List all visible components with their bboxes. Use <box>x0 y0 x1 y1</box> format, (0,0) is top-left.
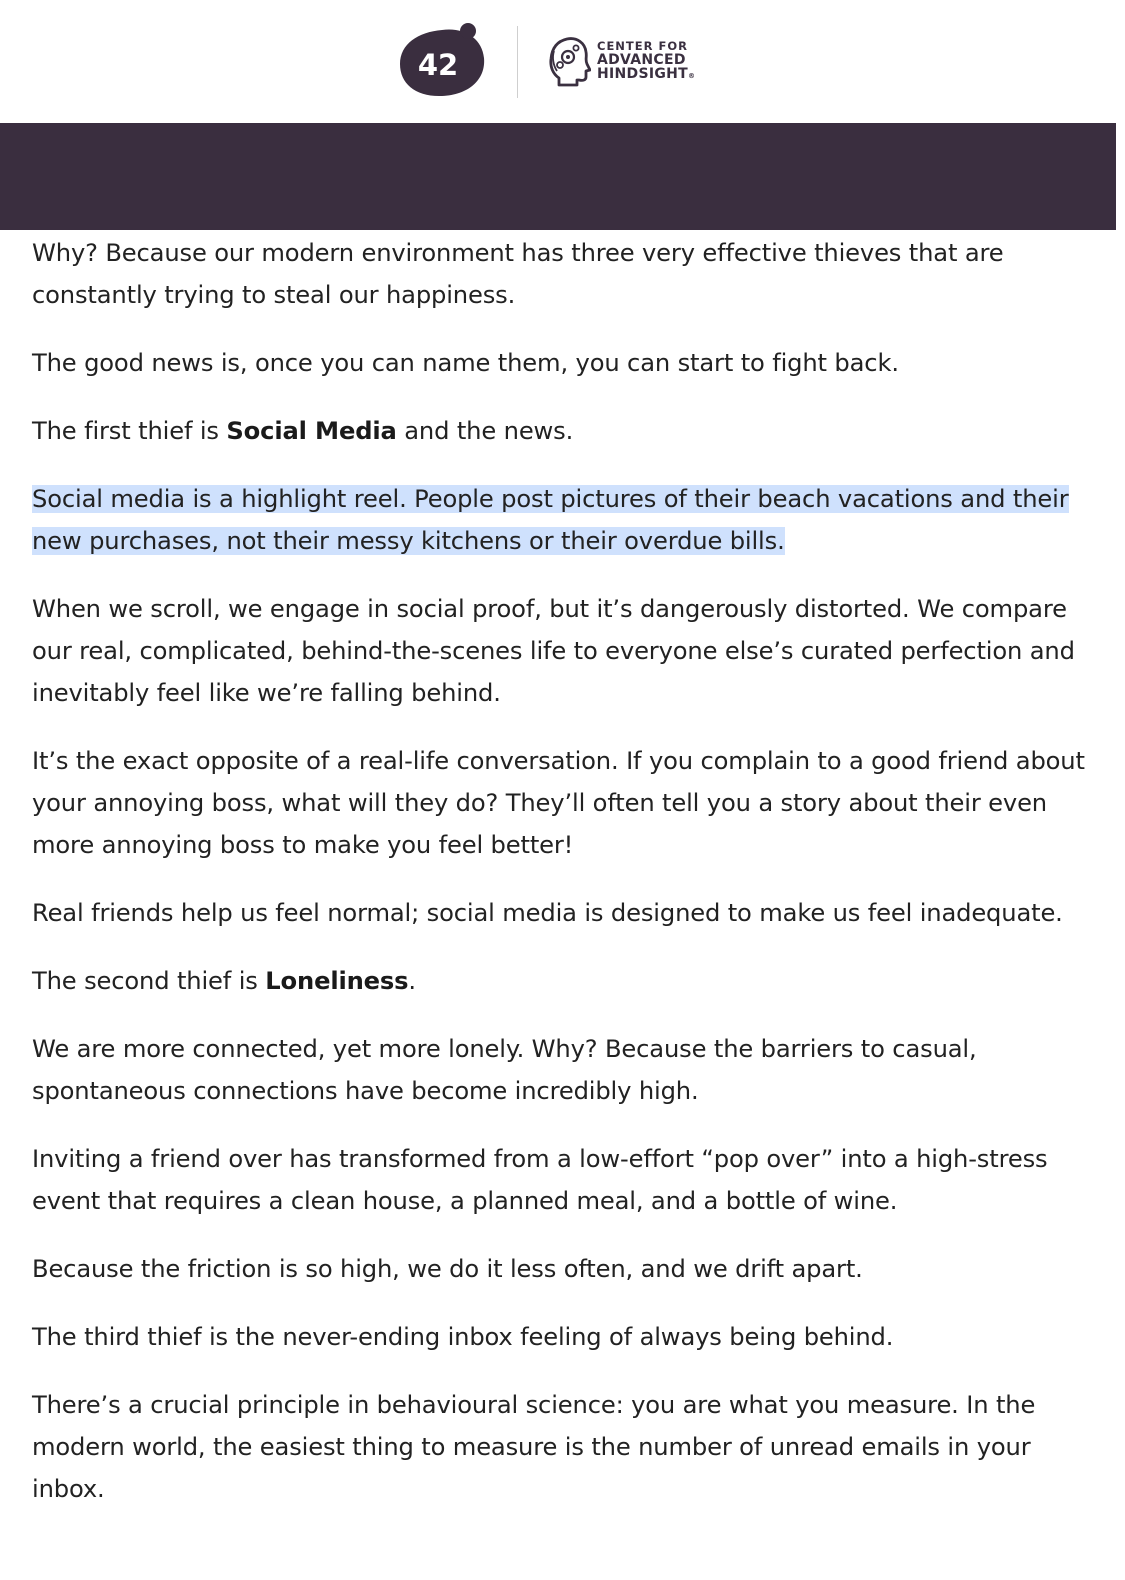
paragraph-8 <box>32 960 1102 1002</box>
paragraph-2: The good news is, once you can name them, you can start to fight back. <box>32 349 899 377</box>
article-body <box>32 232 1102 1536</box>
paragraph-12: The third thief is the never-ending inbox feeling of always being behind. <box>32 1323 894 1351</box>
paragraph-9: We are more connected, yet more lonely. Why? Because the barriers to casual, spontaneous connections have become incredibly high. <box>32 1035 977 1105</box>
logo-line-1: CENTER FOR <box>597 39 688 53</box>
paragraph-13: There’s a crucial principle in behavioural science: you are what you measure. In the modern world, the easiest thing to measure is the number of unread emails in your inbox. <box>32 1391 1036 1503</box>
paragraph-6: It’s the exact opposite of a real-life conversation. If you complain to a good friend about your annoying boss, what will they do? They’ll often tell you a story about their even more annoying boss to make you feel better! <box>32 747 1085 859</box>
paragraph-7: Real friends help us feel normal; social media is designed to make us feel inadequate. <box>32 899 1063 927</box>
logo-42-icon <box>398 22 490 98</box>
paragraph-3-tail: and the news. <box>396 417 574 445</box>
paragraph-5: When we scroll, we engage in social proof, but it’s dangerously distorted. We compare our real, complicated, behind-the-scenes life to everyone else’s curated perfection and inevitably feel like we’re falling behind. <box>32 595 1075 707</box>
paragraph-1: Why? Because our modern environment has three very effective thieves that are constantly trying to steal our happiness. <box>32 239 1004 309</box>
paragraph-8-tail: . <box>408 967 416 995</box>
thief-social-media: Social Media <box>226 417 397 445</box>
head-profile-icon <box>547 35 591 87</box>
logo-42-text: 42 <box>417 48 459 82</box>
paragraph-3 <box>32 410 1102 452</box>
site-header <box>0 0 1125 123</box>
paragraph-11: Because the friction is so high, we do it less often, and we drift apart. <box>32 1255 863 1283</box>
paragraph-3-lead: The first thief is <box>32 417 227 445</box>
paragraph-8-lead: The second thief is <box>32 967 266 995</box>
paragraph-4-selected <box>32 478 1102 562</box>
logo-divider <box>517 26 518 98</box>
hero-banner <box>0 123 1116 230</box>
registered-mark: ® <box>688 72 696 80</box>
logo-line-3 <box>597 67 695 83</box>
thief-loneliness: Loneliness <box>265 967 409 995</box>
center-for-advanced-hindsight-logo[interactable] <box>547 35 695 87</box>
logo-line-3-text: HINDSIGHT <box>597 66 689 82</box>
partner-logo-text <box>597 39 695 83</box>
logo-line-2: ADVANCED <box>597 52 686 68</box>
text-selection-highlight: Social media is a highlight reel. People post pictures of their beach vacations and their new purchases, not their messy kitchens or their overdue bills. <box>32 485 1069 555</box>
paragraph-10: Inviting a friend over has transformed from a low-effort “pop over” into a high-stress event that requires a clean house, a planned meal, and a bottle of wine. <box>32 1145 1048 1215</box>
